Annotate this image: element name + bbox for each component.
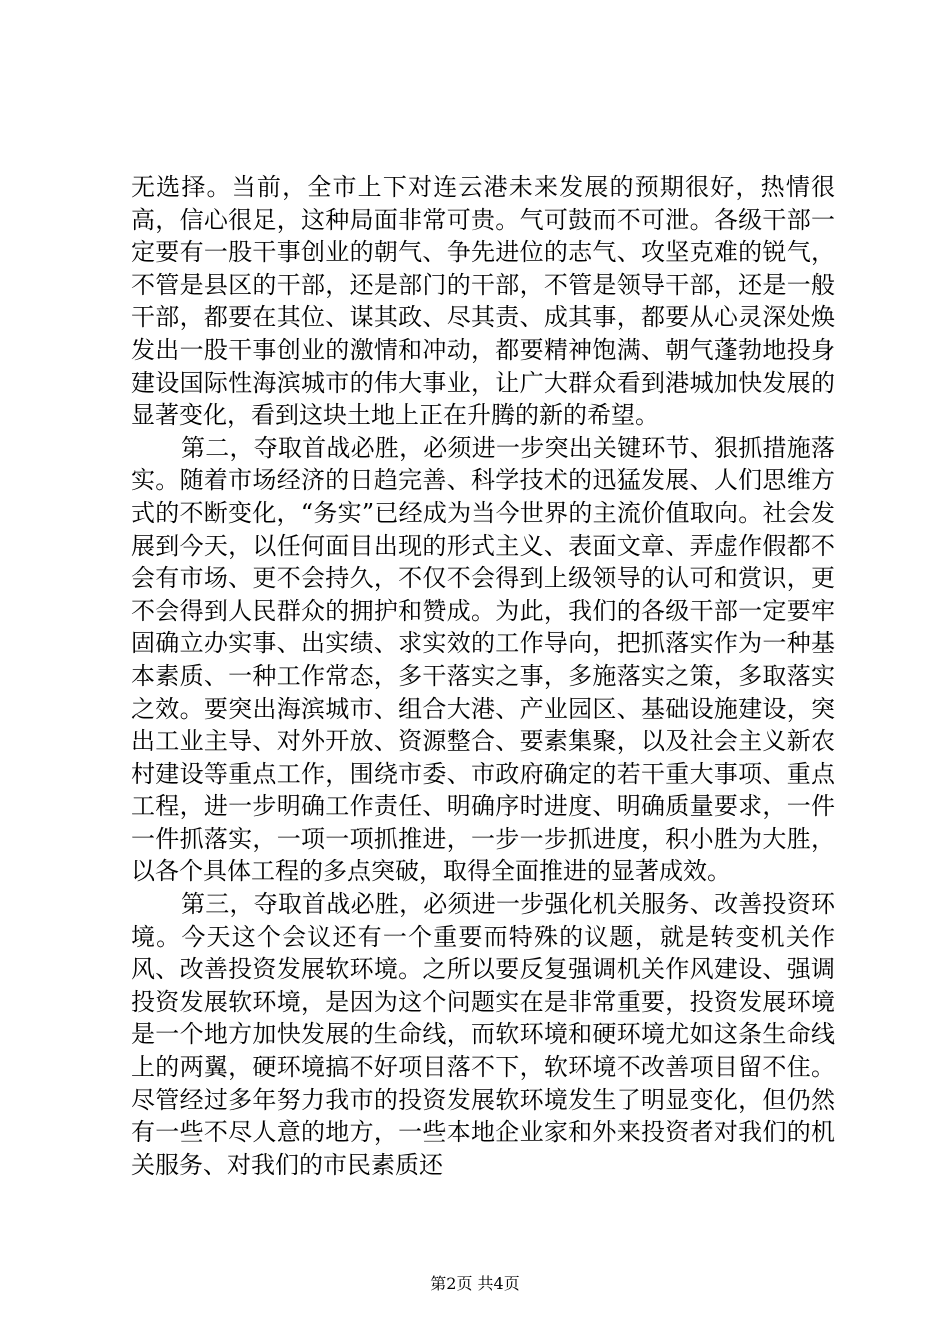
document-body bbox=[131, 171, 835, 1181]
paragraph-second-point: 第二，夺取首战必胜，必须进一步突出关键环节、狠抓措施落实。随着市场经济的日趋完善、科学技术的迅猛发展、人们思维方式的不断变化，“务实”已经成为当今世界的主流价值取向。社会发展到今天，以任何面目出现的形式主义、表面文章、弄虚作假都不会有市场、更不会持久，不仅不会得到上级领导的认可和赏识，更不会得到人民群众的拥护和赞成。为此，我们的各级干部一定要牢固确立办实事、出实绩、求实效的工作导向，把抓落实作为一种基本素质、一种工作常态，多干落实之事，多施落实之策，多取落实之效。要突出海滨城市、组合大港、产业园区、基础设施建设，突出工业主导、对外开放、资源整合、要素集聚，以及社会主义新农村建设等重点工作，围绕市委、市政府确定的若干重大事项、重点工程，进一步明确工作责任、明确序时进度、明确质量要求，一件一件抓落实，一项一项抓推进，一步一步抓进度，积小胜为大胜，以各个具体工程的多点突破，取得全面推进的显著成效。 bbox=[131, 433, 835, 886]
paragraph-continuation: 无选择。当前，全市上下对连云港未来发展的预期很好，热情很高，信心很足，这种局面非常可贵。气可鼓而不可泄。各级干部一定要有一股干事创业的朝气、争先进位的志气、攻坚克难的锐气，不管是县区的干部，还是部门的干部，不管是领导干部，还是一般干部，都要在其位、谋其政、尽其责、成其事，都要从心灵深处焕发出一股干事创业的激情和冲动，都要精神饱满、朝气蓬勃地投身建设国际性海滨城市的伟大事业，让广大群众看到港城加快发展的显著变化，看到这块土地上正在升腾的新的希望。 bbox=[131, 173, 835, 430]
paragraph-third-point: 第三，夺取首战必胜，必须进一步强化机关服务、改善投资环境。今天这个会议还有一个重要而特殊的议题，就是转变机关作风、改善投资发展软环境。之所以要反复强调机关作风建设、强调投资发展软环境，是因为这个问题实在是非常重要，投资发展环境是一个地方加快发展的生命线，而软环境和硬环境尤如这条生命线上的两翼，硬环境搞不好项目落不下，软环境不改善项目留不住。尽管经过多年努力我市的投资发展软环境发生了明显变化，但仍然有一些不尽人意的地方，一些本地企业家和外来投资者对我们的机关服务、对我们的市民素质还 bbox=[131, 890, 835, 1179]
page-footer: 第2页 共4页 bbox=[430, 1274, 520, 1293]
